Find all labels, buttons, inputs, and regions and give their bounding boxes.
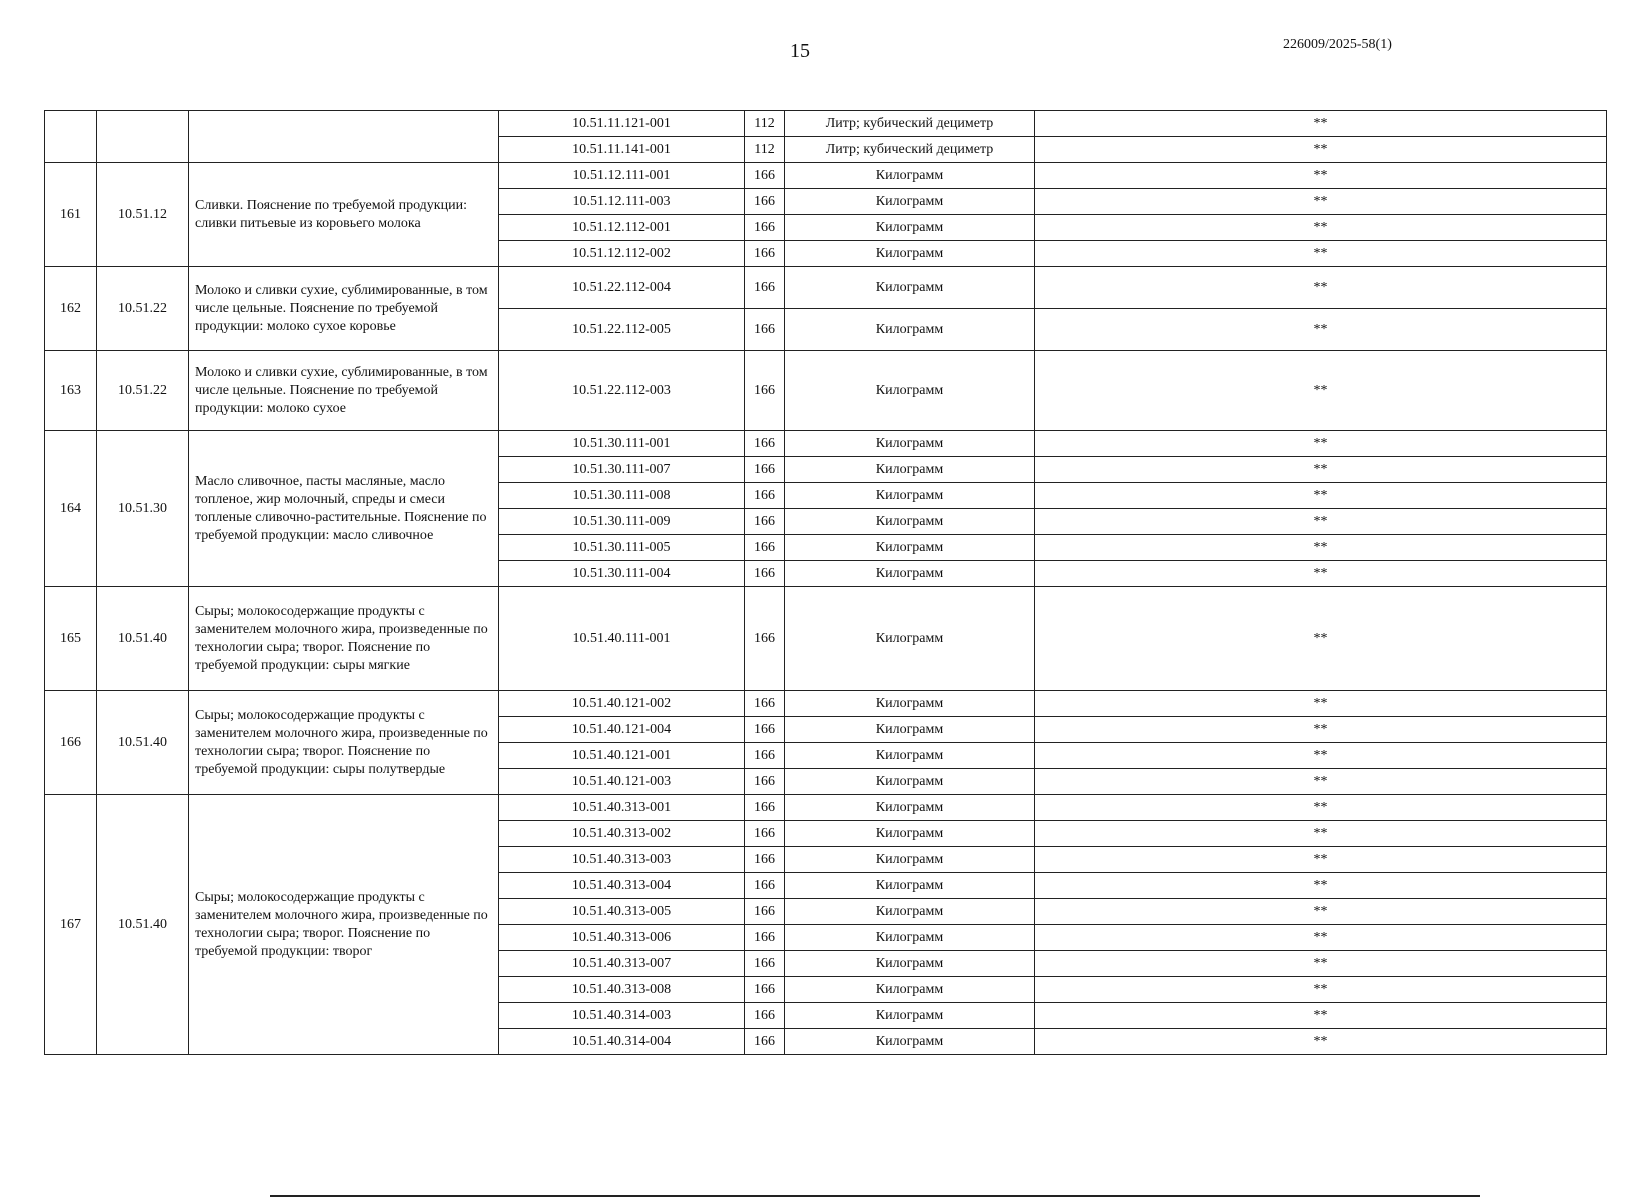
unit-code: 166 (745, 1029, 785, 1055)
unit-code: 166 (745, 899, 785, 925)
unit-name: Килограмм (785, 309, 1035, 351)
unit-name: Килограмм (785, 509, 1035, 535)
value-cell: ** (1035, 267, 1607, 309)
unit-name: Килограмм (785, 431, 1035, 457)
okpd-code: 10.51.40 (97, 795, 189, 1055)
unit-name: Литр; кубический дециметр (785, 137, 1035, 163)
value-cell: ** (1035, 1029, 1607, 1055)
unit-code: 166 (745, 925, 785, 951)
okpd-code (97, 111, 189, 163)
unit-name: Килограмм (785, 351, 1035, 431)
unit-name: Килограмм (785, 847, 1035, 873)
unit-name: Килограмм (785, 483, 1035, 509)
item-number: 166 (45, 691, 97, 795)
okpd-code: 10.51.12 (97, 163, 189, 267)
unit-code: 166 (745, 977, 785, 1003)
product-description: Сыры; молокосодержащие продукты с заменителем молочного жира, произведенные по технологии сыра; творог. Пояснение по требуемой продукции: сыры мягкие (189, 587, 499, 691)
unit-name: Килограмм (785, 241, 1035, 267)
ktru-code: 10.51.40.121-004 (499, 717, 745, 743)
unit-code: 166 (745, 587, 785, 691)
product-description: Сливки. Пояснение по требуемой продукции: сливки питьевые из коровьего молока (189, 163, 499, 267)
unit-code: 166 (745, 215, 785, 241)
unit-code: 112 (745, 111, 785, 137)
product-description: Сыры; молокосодержащие продукты с заменителем молочного жира, произведенные по технологии сыра; творог. Пояснение по требуемой продукции: сыры полутвердые (189, 691, 499, 795)
ktru-code: 10.51.40.313-008 (499, 977, 745, 1003)
table-row (45, 691, 1607, 717)
unit-name: Килограмм (785, 457, 1035, 483)
ktru-code: 10.51.40.313-004 (499, 873, 745, 899)
ktru-code: 10.51.30.111-005 (499, 535, 745, 561)
value-cell: ** (1035, 899, 1607, 925)
table-row (45, 795, 1607, 821)
unit-code: 166 (745, 561, 785, 587)
products-table-body (45, 111, 1607, 1055)
unit-code: 166 (745, 163, 785, 189)
value-cell: ** (1035, 457, 1607, 483)
product-description: Масло сливочное, пасты масляные, масло топленое, жир молочный, спреды и смеси топленые сливочно-растительные. Пояснение по требуемой продукции: масло сливочное (189, 431, 499, 587)
item-number: 161 (45, 163, 97, 267)
value-cell: ** (1035, 137, 1607, 163)
unit-name: Килограмм (785, 873, 1035, 899)
unit-code: 166 (745, 509, 785, 535)
ktru-code: 10.51.12.111-001 (499, 163, 745, 189)
bottom-rule (270, 1195, 1480, 1197)
item-number: 162 (45, 267, 97, 351)
ktru-code: 10.51.40.313-006 (499, 925, 745, 951)
value-cell: ** (1035, 241, 1607, 267)
unit-code: 166 (745, 457, 785, 483)
unit-name: Килограмм (785, 743, 1035, 769)
product-description: Сыры; молокосодержащие продукты с заменителем молочного жира, произведенные по технологии сыра; творог. Пояснение по требуемой продукции: творог (189, 795, 499, 1055)
value-cell: ** (1035, 743, 1607, 769)
ktru-code: 10.51.12.112-002 (499, 241, 745, 267)
product-description (189, 111, 499, 163)
item-number: 165 (45, 587, 97, 691)
unit-name: Килограмм (785, 821, 1035, 847)
okpd-code: 10.51.40 (97, 587, 189, 691)
unit-code: 166 (745, 483, 785, 509)
ktru-code: 10.51.30.111-001 (499, 431, 745, 457)
value-cell: ** (1035, 535, 1607, 561)
unit-code: 166 (745, 743, 785, 769)
ktru-code: 10.51.40.313-007 (499, 951, 745, 977)
unit-code: 166 (745, 951, 785, 977)
value-cell: ** (1035, 509, 1607, 535)
item-number: 167 (45, 795, 97, 1055)
unit-code: 166 (745, 351, 785, 431)
unit-code: 166 (745, 873, 785, 899)
value-cell: ** (1035, 873, 1607, 899)
unit-name: Килограмм (785, 769, 1035, 795)
ktru-code: 10.51.12.112-001 (499, 215, 745, 241)
value-cell: ** (1035, 951, 1607, 977)
unit-name: Килограмм (785, 587, 1035, 691)
unit-name: Килограмм (785, 163, 1035, 189)
table-row (45, 267, 1607, 309)
table-row (45, 587, 1607, 691)
okpd-code: 10.51.30 (97, 431, 189, 587)
value-cell: ** (1035, 691, 1607, 717)
value-cell: ** (1035, 431, 1607, 457)
value-cell: ** (1035, 111, 1607, 137)
okpd-code: 10.51.22 (97, 267, 189, 351)
ktru-code: 10.51.30.111-007 (499, 457, 745, 483)
okpd-code: 10.51.22 (97, 351, 189, 431)
value-cell: ** (1035, 925, 1607, 951)
value-cell: ** (1035, 977, 1607, 1003)
unit-name: Килограмм (785, 899, 1035, 925)
unit-code: 166 (745, 795, 785, 821)
value-cell: ** (1035, 351, 1607, 431)
unit-code: 166 (745, 431, 785, 457)
unit-code: 166 (745, 189, 785, 215)
unit-name: Килограмм (785, 1029, 1035, 1055)
document-number: 226009/2025-58(1) (1283, 37, 1392, 52)
ktru-code: 10.51.40.121-002 (499, 691, 745, 717)
value-cell: ** (1035, 821, 1607, 847)
ktru-code: 10.51.30.111-008 (499, 483, 745, 509)
value-cell: ** (1035, 769, 1607, 795)
product-description: Молоко и сливки сухие, сублимированные, в том числе цельные. Пояснение по требуемой продукции: молоко сухое коровье (189, 267, 499, 351)
table-row (45, 431, 1607, 457)
unit-name: Килограмм (785, 215, 1035, 241)
value-cell: ** (1035, 1003, 1607, 1029)
value-cell: ** (1035, 847, 1607, 873)
item-number: 163 (45, 351, 97, 431)
unit-code: 112 (745, 137, 785, 163)
unit-code: 166 (745, 267, 785, 309)
ktru-code: 10.51.30.111-004 (499, 561, 745, 587)
value-cell: ** (1035, 561, 1607, 587)
unit-name: Килограмм (785, 561, 1035, 587)
ktru-code: 10.51.22.112-003 (499, 351, 745, 431)
unit-code: 166 (745, 535, 785, 561)
unit-name: Килограмм (785, 977, 1035, 1003)
ktru-code: 10.51.12.111-003 (499, 189, 745, 215)
unit-code: 166 (745, 717, 785, 743)
value-cell: ** (1035, 795, 1607, 821)
unit-name: Килограмм (785, 951, 1035, 977)
value-cell: ** (1035, 309, 1607, 351)
ktru-code: 10.51.30.111-009 (499, 509, 745, 535)
unit-name: Килограмм (785, 691, 1035, 717)
okpd-code: 10.51.40 (97, 691, 189, 795)
unit-code: 166 (745, 847, 785, 873)
page-number: 15 (790, 40, 810, 62)
value-cell: ** (1035, 483, 1607, 509)
unit-code: 166 (745, 309, 785, 351)
value-cell: ** (1035, 163, 1607, 189)
unit-code: 166 (745, 691, 785, 717)
value-cell: ** (1035, 215, 1607, 241)
ktru-code: 10.51.40.313-003 (499, 847, 745, 873)
unit-code: 166 (745, 241, 785, 267)
unit-code: 166 (745, 821, 785, 847)
ktru-code: 10.51.40.313-002 (499, 821, 745, 847)
unit-name: Килограмм (785, 189, 1035, 215)
ktru-code: 10.51.40.313-005 (499, 899, 745, 925)
unit-name: Килограмм (785, 925, 1035, 951)
table-row (45, 163, 1607, 189)
ktru-code: 10.51.40.121-001 (499, 743, 745, 769)
unit-code: 166 (745, 769, 785, 795)
unit-name: Килограмм (785, 267, 1035, 309)
value-cell: ** (1035, 189, 1607, 215)
ktru-code: 10.51.22.112-004 (499, 267, 745, 309)
ktru-code: 10.51.40.111-001 (499, 587, 745, 691)
unit-name: Килограмм (785, 1003, 1035, 1029)
ktru-code: 10.51.11.141-001 (499, 137, 745, 163)
ktru-code: 10.51.40.314-003 (499, 1003, 745, 1029)
value-cell: ** (1035, 587, 1607, 691)
ktru-code: 10.51.40.314-004 (499, 1029, 745, 1055)
item-number (45, 111, 97, 163)
unit-name: Килограмм (785, 795, 1035, 821)
product-description: Молоко и сливки сухие, сублимированные, в том числе цельные. Пояснение по требуемой продукции: молоко сухое (189, 351, 499, 431)
table-row (45, 111, 1607, 137)
unit-name: Килограмм (785, 535, 1035, 561)
unit-name: Килограмм (785, 717, 1035, 743)
value-cell: ** (1035, 717, 1607, 743)
unit-name: Литр; кубический дециметр (785, 111, 1035, 137)
ktru-code: 10.51.40.121-003 (499, 769, 745, 795)
unit-code: 166 (745, 1003, 785, 1029)
ktru-code: 10.51.11.121-001 (499, 111, 745, 137)
ktru-code: 10.51.22.112-005 (499, 309, 745, 351)
ktru-code: 10.51.40.313-001 (499, 795, 745, 821)
products-table (44, 110, 1607, 1055)
table-row (45, 351, 1607, 431)
item-number: 164 (45, 431, 97, 587)
